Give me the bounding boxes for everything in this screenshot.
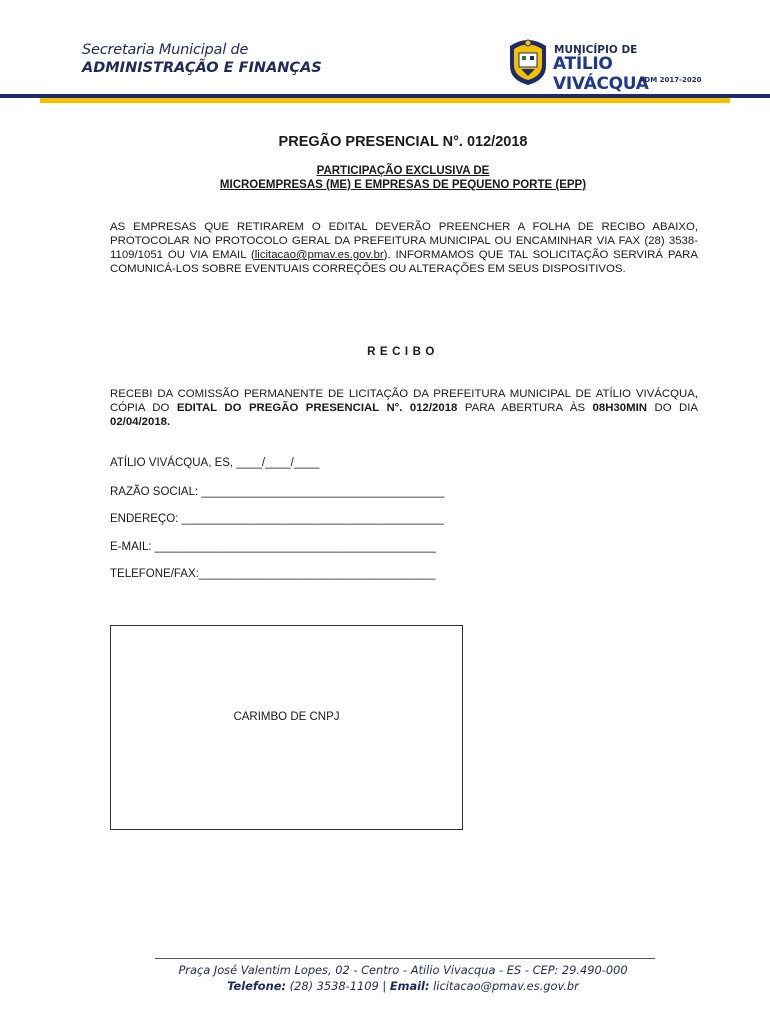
footer-phone: (28) 3538-1109 | [286, 979, 390, 993]
cnpj-stamp-box[interactable] [110, 625, 463, 830]
municipality-logo [506, 36, 706, 94]
telefone-fax-field[interactable]: TELEFONE/FAX:_____________________________________ [110, 568, 436, 580]
intro-text-part-1: AS EMPRESAS QUE RETIRAREM O EDITAL DEVERÃO PREENCHER A FOLHA DE RECIBO ABAIXO, PROTOCOLAR NO PROTOCOLO GERAL DA PREFEITURA MUNICIPAL OU ENCAMINHAR VIA FAX (28) 3538-1109/1051 OU VIA EMAIL ( [110, 221, 698, 261]
recibo-time: 08H30MIN [592, 402, 647, 414]
city-date-field[interactable]: ATÍLIO VIVÁCQUA, ES, ____/____/____ [110, 457, 320, 469]
recibo-text-part-3: DO DIA [647, 402, 699, 414]
subtitle-line-2: MICROEMPRESAS (ME) E EMPRESAS DE PEQUENO PORTE (EPP) [219, 179, 587, 191]
department-line-2: ADMINISTRAÇÃO E FINANÇAS [82, 60, 322, 76]
logo-city-name: ATÍLIO VIVÁCQUA [553, 54, 649, 94]
intro-paragraph [110, 220, 698, 276]
recibo-text-part-1: RECEBI DA COMISSÃO PERMANENTE DE LICITAÇÃO DA PREFEITURA MUNICIPAL DE ATÍLIO VIVÁCQUA, CÓPIA DO [110, 388, 698, 414]
department-line-1: Secretaria Municipal de [82, 42, 249, 58]
recibo-date: 02/04/2018. [110, 416, 171, 428]
header-divider-yellow [40, 98, 730, 103]
logo-municipio-label: MUNICÍPIO DE [554, 44, 638, 56]
footer-divider [155, 958, 655, 959]
recibo-paragraph [110, 387, 698, 429]
footer-email[interactable]: licitacao@pmav.es.gov.br [429, 979, 579, 993]
municipal-coat-of-arms-icon [506, 36, 550, 86]
intro-email-link[interactable]: licitacao@pmav.es.gov.br [254, 249, 384, 261]
logo-administration-years: ADM 2017-2020 [639, 76, 702, 84]
subtitle-line-1: PARTICIPAÇÃO EXCLUSIVA DE [316, 165, 490, 177]
razao-social-field[interactable]: RAZÃO SOCIAL: ______________________________________ [110, 486, 445, 498]
footer-contact [0, 979, 770, 993]
footer-phone-label: Telefone: [227, 979, 287, 993]
document-title: PREGÃO PRESENCIAL N°. 012/2018 [278, 134, 528, 150]
footer-email-label: Email: [389, 979, 430, 993]
email-field[interactable]: E-MAIL: ____________________________________________ [110, 541, 437, 553]
recibo-text-part-2: PARA ABERTURA ÀS [457, 402, 593, 414]
cnpj-stamp-label: CARIMBO DE CNPJ [233, 711, 340, 723]
recibo-edital-reference: EDITAL DO PREGÃO PRESENCIAL N°. 012/2018 [176, 402, 458, 414]
recibo-heading: RECIBO [367, 346, 439, 358]
footer-address: Praça José Valentim Lopes, 02 - Centro - Atilio Vivacqua - ES - CEP: 29.490-000 [178, 963, 628, 977]
document-subtitle [0, 164, 770, 192]
header-department [82, 42, 322, 76]
intro-text-part-2: ). INFORMAMOS QUE TAL SOLICITAÇÃO SERVIRÁ PARA COMUNICÁ-LOS SOBRE EVENTUAIS CORREÇÕES OU ALTERAÇÕES EM SEUS DISPOSITIVOS. [110, 249, 698, 275]
endereco-field[interactable]: ENDEREÇO: _________________________________________ [110, 513, 444, 525]
